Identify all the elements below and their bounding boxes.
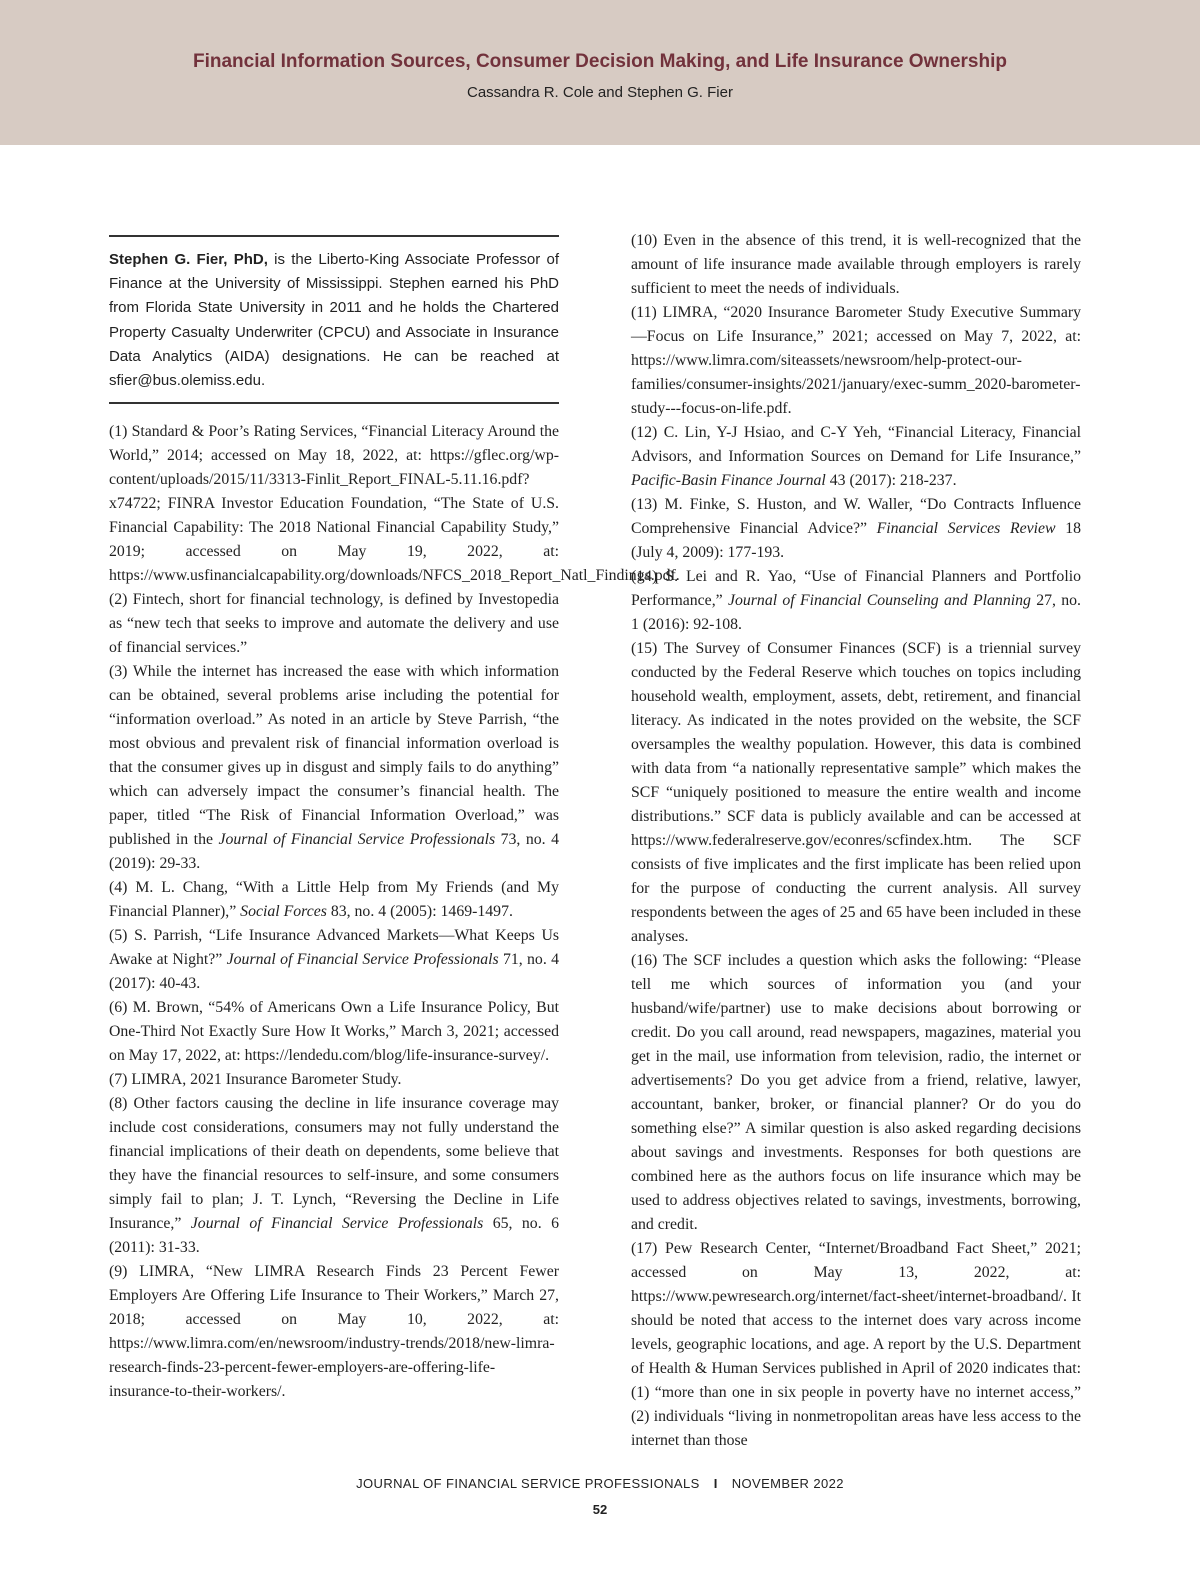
footer-date: NOVEMBER 2022 [731,1476,844,1491]
endnote-8 [109,1092,559,1260]
endnote-13-journal: Financial Services Review [876,520,1056,537]
footer-separator: I [713,1476,718,1491]
endnote-5-journal: Journal of Financial Service Professionals [226,951,499,969]
right-column [631,229,1081,1453]
endnote-13-citation: 18 (July 4, 2009): 177-193. [631,520,1081,561]
bio-text: is the Liberto-King Associate Professor of Finance at the University of Mississippi. Stephen earned his PhD from Florida State University in 2011 and he holds the Chartered Property Casualty Underwriter (CPCU) and Associate in Insurance Data Analytics (AIDA) designations. He can be reached at sfier@bus.olemiss.edu. [109,251,559,390]
endnote-15: (15) The Survey of Consumer Finances (SCF) is a triennial survey conducted by the Federal Reserve which touches on topics including household wealth, employment, assets, debt, retirement, and financial literacy. As indicated in the notes provided on the website, the SCF oversamples the wealthy population. However, this data is combined with data from “a nationally representative sample” which makes the SCF “uniquely positioned to measure the entire wealth and income distributions.” SCF data is publicly available and can be accessed at https://www.federalreserve.gov/econres/scfindex.htm. The SCF consists of five implicates and the first implicate has been relied upon for the purpose of conducting the current analysis. All survey respondents between the ages of 25 and 65 have been included in these analyses. [631,640,1081,945]
endnote-4-journal: Social Forces [240,903,327,921]
endnote-12-citation: 43 (2017): 218-237. [825,472,957,489]
endnote-8-citation: 65, no. 6 (2011): 31-33. [109,1215,559,1257]
endnote-5-citation: 71, no. 4 (2017): 40-43. [109,951,559,993]
endnote-11: (11) LIMRA, “2020 Insurance Barometer Study Executive Summary—Focus on Life Insurance,” 2021; accessed on May 7, 2022, at: https://www.limra.com/siteassets/newsroom/help-protect-our-families/consumer-insights/2021/january/exec-summ_2020-barometer-study---focus-on-life.pdf. [631,304,1081,417]
endnote-14 [631,565,1081,637]
endnote-3-journal: Journal of Financial Service Professionals [218,831,496,849]
footer-journal: JOURNAL OF FINANCIAL SERVICE PROFESSIONALS [356,1476,700,1491]
endnote-12-text: (12) C. Lin, Y-J Hsiao, and C-Y Yeh, “Financial Literacy, Financial Advisors, and Information Sources on Demand for Life Insurance,” [631,424,1081,465]
left-column [109,229,680,1404]
endnote-4-text: (4) M. L. Chang, “With a Little Help from My Friends (and My Financial Planner),” [109,879,559,921]
endnote-5 [109,924,559,996]
bio-bottom-divider [109,402,559,404]
page-footer [0,1476,1200,1491]
endnote-4 [109,876,559,924]
endnote-3-citation: 73, no. 4 (2019): 29-33. [109,831,559,873]
header-band [0,0,1200,145]
endnote-13-text: (13) M. Finke, S. Huston, and W. Waller, “Do Contracts Influence Comprehensive Financial Advice?” [631,496,1081,537]
endnote-5-text: (5) S. Parrish, “Life Insurance Advanced Markets—What Keeps Us Awake at Night?” [109,927,559,969]
endnote-3 [109,660,559,876]
endnote-8-journal: Journal of Financial Service Professionals [190,1215,484,1233]
endnote-2: (2) Fintech, short for financial technology, is defined by Investopedia as “new tech that seeks to improve and automate the delivery and use of financial services.” [109,591,559,657]
endnote-12-journal: Pacific-Basin Finance Journal [631,472,826,489]
endnote-8-text: (8) Other factors causing the decline in life insurance coverage may include cost considerations, consumers may not fully understand the financial implications of their death on dependents, some believe that they have the financial resources to self-insure, and some consumers simply fail to plan; J. T. Lynch, “Reversing the Decline in Life Insurance,” [109,1095,559,1233]
bio-author-name: Stephen G. Fier, PhD, [109,251,268,268]
endnote-13 [631,493,1081,565]
endnote-1: (1) Standard & Poor’s Rating Services, “Financial Literacy Around the World,” 2014; accessed on May 18, 2022, at: https://gflec.org/wp-content/uploads/2015/11/3313-Finlit_Report_FINAL-5.11.16.pdf?x74722; FINRA Investor Education Foundation, “The State of U.S. Financial Capability: The 2018 National Financial Capability Study,” 2019; accessed on May 19, 2022, at: https://www.usfinancialcapability.org/downloads/NFCS_2018_Report_Natl_Findings.pdf. [109,423,680,585]
endnote-9: (9) LIMRA, “New LIMRA Research Finds 23 Percent Fewer Employers Are Offering Life Insurance to Their Workers,” March 27, 2018; accessed on May 10, 2022, at: https://www.limra.com/en/newsroom/industry-trends/2018/new-limra-research-finds-23-percent-fewer-employers-are-offering-life-insurance-to-their-workers/. [109,1263,559,1401]
endnote-16: (16) The SCF includes a question which asks the following: “Please tell me which sources of information you (and your husband/wife/partner) use to make decisions about borrowing or credit. Do you call around, read newspapers, magazines, material you get in the mail, use information from television, radio, the internet or advertisements? Do you get advice from a friend, relative, lawyer, accountant, banker, broker, or financial planner? Or do you do something else?” A similar question is also asked regarding decisions about savings and investments. Responses for both questions are combined here as the authors focus on life insurance which may be used to address objectives related to savings, investments, borrowing, and credit. [631,952,1081,1233]
article-authors: Cassandra R. Cole and Stephen G. Fier [467,84,733,101]
endnote-10: (10) Even in the absence of this trend, it is well-recognized that the amount of life insurance made available through employers is rarely sufficient to meet the needs of individuals. [631,232,1081,297]
article-title: Financial Information Sources, Consumer Decision Making, and Life Insurance Ownership [193,51,1007,72]
endnote-14-text: (14) S. Lei and R. Yao, “Use of Financial Planners and Portfolio Performance,” [631,568,1081,609]
endnote-3-text: (3) While the internet has increased the ease with which information can be obtained, several problems arise including the potential for “information overload.” As noted in an article by Steve Parrish, “the most obvious and prevalent risk of financial information overload is that the consumer gives up in disgust and simply fails to do anything” which can adversely impact the consumer’s financial health. The paper, titled “The Risk of Financial Information Overload,” was published in the [109,663,559,849]
endnote-12 [631,421,1081,493]
endnote-7: (7) LIMRA, 2021 Insurance Barometer Study. [109,1071,402,1089]
endnote-4-citation: 83, no. 4 (2005): 1469-1497. [326,903,513,921]
endnote-14-citation: 27, no. 1 (2016): 92-108. [631,592,1081,633]
author-bio [109,237,559,402]
endnote-17: (17) Pew Research Center, “Internet/Broadband Fact Sheet,” 2021; accessed on May 13, 2022, at: https://www.pewresearch.org/internet/fact-sheet/internet-broadband/. It should be noted that access to the internet does vary across income levels, geographic locations, and age. A report by the U.S. Department of Health & Human Services published in April of 2020 indicates that: (1) “more than one in six people in poverty have no internet access,” (2) individuals “living in nonmetropolitan areas have less access to the internet than those [631,1240,1081,1449]
page-number: 52 [592,1502,608,1517]
endnote-6: (6) M. Brown, “54% of Americans Own a Life Insurance Policy, But One-Third Not Exactly Sure How It Works,” March 3, 2021; accessed on May 17, 2022, at: https://lendedu.com/blog/life-insurance-survey/. [109,999,559,1065]
endnote-14-journal: Journal of Financial Counseling and Planning [727,592,1031,609]
